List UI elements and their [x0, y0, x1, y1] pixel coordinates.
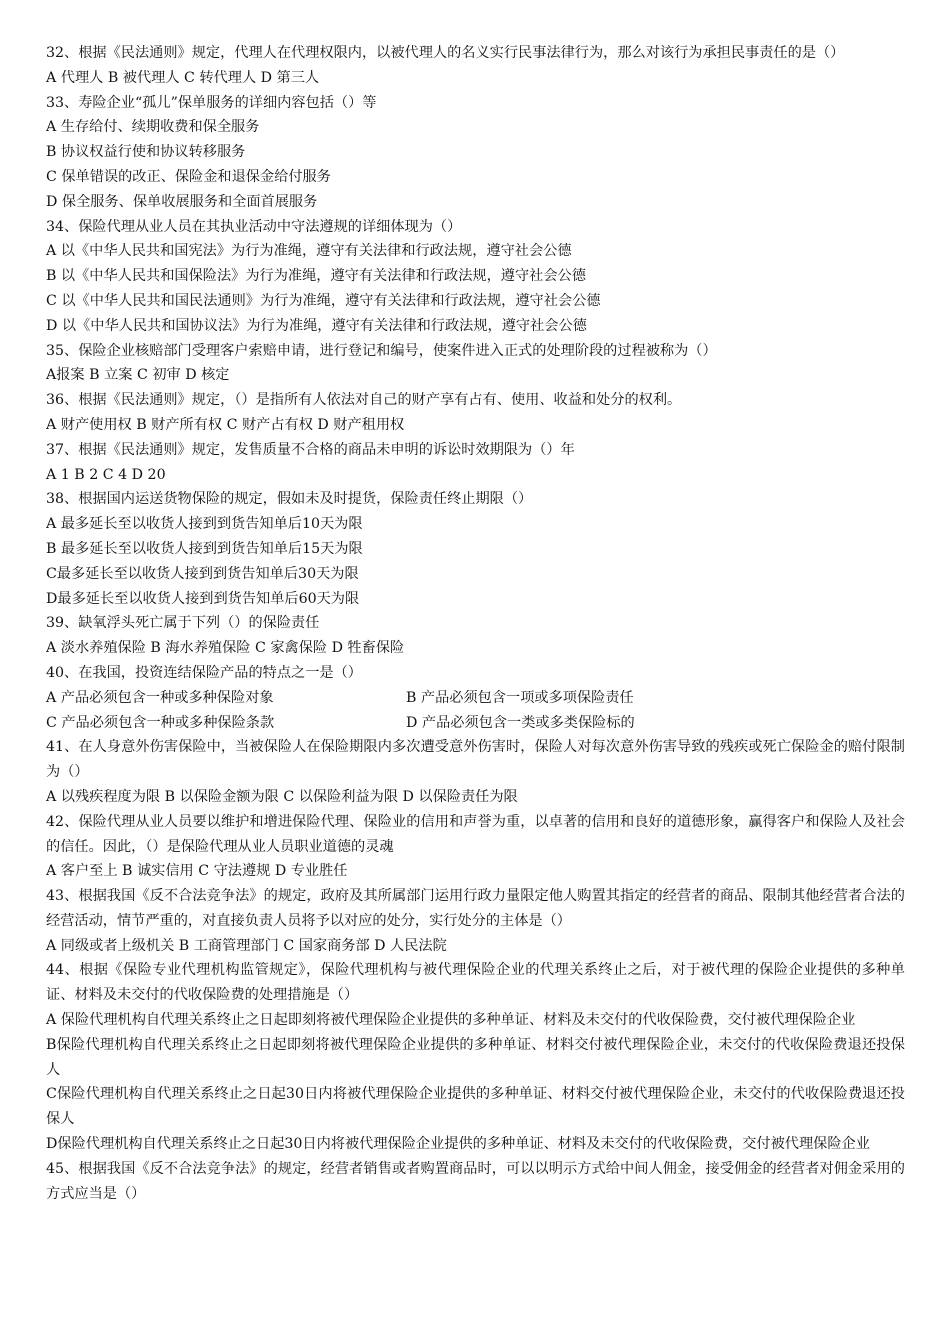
answer-options: A 财产使用权 B 财产所有权 C 财产占有权 D 财产租用权 [46, 416, 405, 433]
question-stem: 45、根据我国《反不合法竞争法》的规定，经营者销售或者购置商品时，可以以明示方式给中间人佣金，接受佣金的经营者对佣金采用的方式应当是（） [46, 1160, 905, 1202]
answer-option-row [46, 686, 905, 711]
question-stem: 36、根据《民法通则》规定，（）是指所有人依法对自己的财产享有占有、使用、收益和处分的权利。 [46, 392, 682, 409]
answer-option: D 保全服务、保单收展服务和全面首展服务 [46, 193, 318, 210]
answer-option: B 最多延长至以收货人接到到货告知单后15天为限 [46, 540, 363, 557]
question-stem: 40、在我国，投资连结保险产品的特点之一是（） [46, 664, 362, 681]
answer-option: A 产品必须包含一种或多种保险对象 [46, 689, 274, 706]
answer-option: A 最多延长至以收货人接到到货告知单后10天为限 [46, 516, 363, 533]
answer-option: C保险代理机构自代理关系终止之日起30日内将被代理保险企业提供的多种单证、材料交付被代理保险企业，未交付的代收保险费退还投保人 [46, 1086, 905, 1128]
answer-options: A报案 B 立案 C 初审 D 核定 [46, 367, 230, 384]
question-stem: 34、保险代理从业人员在其执业活动中守法遵规的详细体现为（） [46, 218, 462, 235]
answer-option: D保险代理机构自代理关系终止之日起30日内将被代理保险企业提供的多种单证、材料及未交付的代收保险费，交付被代理保险企业 [46, 1136, 870, 1153]
answer-option: A 以《中华人民共和国宪法》为行为准绳，遵守有关法律和行政法规，遵守社会公德 [46, 243, 572, 260]
answer-option: D最多延长至以收货人接到到货告知单后60天为限 [46, 590, 360, 607]
question-stem: 41、在人身意外伤害保险中，当被保险人在保险期限内多次遭受意外伤害时，保险人对每次意外伤害导致的残疾或死亡保险金的赔付限制为（） [46, 739, 905, 781]
answer-options: A 代理人 B 被代理人 C 转代理人 D 第三人 [46, 69, 320, 86]
question-stem: 32、根据《民法通则》规定，代理人在代理权限内，以被代理人的名义实行民事法律行为，那么对该行为承担民事责任的是（） [46, 45, 845, 61]
answer-option: B 以《中华人民共和国保险法》为行为准绳，遵守有关法律和行政法规，遵守社会公德 [46, 268, 586, 285]
answer-option: B保险代理机构自代理关系终止之日起即刻将被代理保险企业提供的多种单证、材料交付被代理保险企业，未交付的代收保险费退还投保人 [46, 1036, 905, 1078]
question-stem: 33、寿险企业“孤儿”保单服务的详细内容包括（）等 [46, 94, 377, 111]
answer-option: A 生存给付、续期收费和保全服务 [46, 119, 260, 136]
answer-options: A 客户至上 B 诚实信用 C 守法遵规 D 专业胜任 [46, 863, 348, 880]
question-stem: 44、根据《保险专业代理机构监管规定》，保险代理机构与被代理保险企业的代理关系终止之后，对于被代理的保险企业提供的多种单证、材料及未交付的代收保险费的处理措施是（） [46, 962, 905, 1004]
answer-option-row [46, 711, 905, 736]
question-stem: 39、缺氧浮头死亡属于下列（）的保险责任 [46, 615, 320, 632]
answer-options: A 1 B 2 C 4 D 20 [46, 466, 166, 483]
answer-option: C最多延长至以收货人接到到货告知单后30天为限 [46, 565, 359, 582]
question-stem: 43、根据我国《反不合法竞争法》的规定，政府及其所属部门运用行政力量限定他人购置其指定的经营者的商品、限制其他经营者合法的经营活动，情节严重的，对直接负责人员将予以对应的处分，实行处分的主体是（） [46, 888, 905, 929]
answer-option: D 以《中华人民共和国协议法》为行为准绳，遵守有关法律和行政法规，遵守社会公德 [46, 317, 587, 334]
answer-option: B 协议权益行使和协议转移服务 [46, 144, 246, 161]
question-stem: 42、保险代理从业人员要以维护和增进保险代理、保险业的信用和声誉为重，以卓著的信用和良好的道德形象，赢得客户和保险人及社会的信任。因此，（）是保险代理从业人员职业道德的灵魂 [46, 813, 905, 855]
answer-option: A 保险代理机构自代理关系终止之日起即刻将被代理保险企业提供的多种单证、材料及未交付的代收保险费，交付被代理保险企业 [46, 1012, 856, 1029]
answer-options: A 以残疾程度为限 B 以保险金额为限 C 以保险利益为限 D 以保险责任为限 [46, 788, 518, 805]
answer-option: C 产品必须包含一种或多种保险条款 [46, 714, 275, 731]
answer-option: C 以《中华人民共和国民法通则》为行为准绳，遵守有关法律和行政法规，遵守社会公德 [46, 292, 601, 309]
answer-option: B 产品必须包含一项或多项保险责任 [406, 689, 634, 706]
question-stem: 35、保险企业核赔部门受理客户索赔申请，进行登记和编号，使案件进入正式的处理阶段的过程被称为（） [46, 342, 717, 359]
answer-option: C 保单错误的改正、保险金和退保金给付服务 [46, 168, 331, 185]
answer-options: A 同级或者上级机关 B 工商管理部门 C 国家商务部 D 人民法院 [46, 937, 447, 954]
answer-options: A 淡水养殖保险 B 海水养殖保险 C 家禽保险 D 牲畜保险 [46, 640, 405, 657]
question-stem: 38、根据国内运送货物保险的规定，假如未及时提货，保险责任终止期限（） [46, 491, 533, 508]
question-stem: 37、根据《民法通则》规定，发售质量不合格的商品未申明的诉讼时效期限为（）年 [46, 441, 575, 458]
answer-option: D 产品必须包含一类或多类保险标的 [406, 714, 635, 731]
